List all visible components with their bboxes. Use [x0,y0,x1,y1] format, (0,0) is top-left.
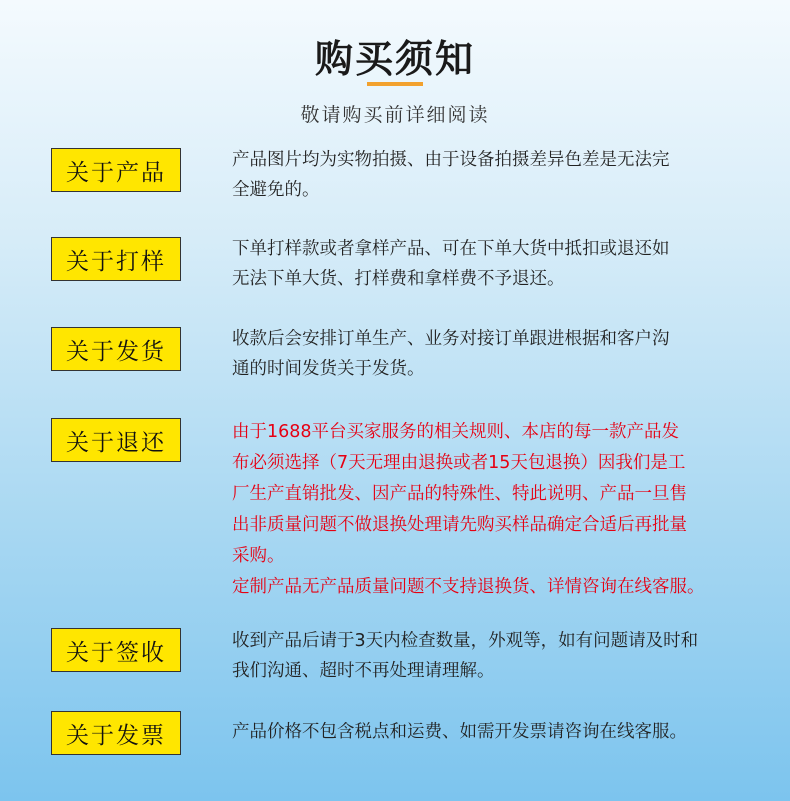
section-text-product [232,145,752,205]
text-line: 全避免的。 [232,180,320,200]
section-text-shipping [232,324,752,384]
text-line: 通的时间发货关于发货。 [232,359,425,379]
text-line: 下单打样款或者拿样产品、可在下单大货中抵扣或退还如 [232,239,670,259]
text-line: 由于1688平台买家服务的相关规则、本店的每一款产品发 [232,422,680,442]
text-line: 收款后会安排订单生产、业务对接订单跟进根据和客户沟 [232,329,670,349]
section-text-receipt [232,626,752,686]
page-title: 购买须知 [314,37,475,81]
text-line: 布必须选择（7天无理由退换或者15天包退换）因我们是工 [232,453,686,473]
text-line: 厂生产直销批发、因产品的特殊性、特此说明、产品一旦售 [232,484,687,504]
text-line: 产品图片均为实物拍摄、由于设备拍摄差异色差是无法完 [232,150,670,170]
section-label-returns: 关于退还 [51,418,181,462]
text-line: 出非质量问题不做退换处理请先购买样品确定合适后再批量 [232,515,687,535]
text-line: 我们沟通、超时不再处理请理解。 [232,661,495,681]
text-line: 无法下单大货、打样费和拿样费不予退还。 [232,269,565,289]
text-line: 采购。 [232,546,285,566]
title-underline [367,82,423,86]
section-label-product: 关于产品 [51,148,181,192]
text-line: 产品价格不包含税点和运费、如需开发票请咨询在线客服。 [232,722,687,742]
page-subtitle: 敬请购买前详细阅读 [300,104,490,126]
section-text-returns [232,417,752,603]
section-text-sampling [232,234,752,294]
section-label-invoice: 关于发票 [51,711,181,755]
text-line: 定制产品无产品质量问题不支持退换货、详情咨询在线客服。 [232,577,705,597]
section-label-sampling: 关于打样 [51,237,181,281]
section-label-receipt: 关于签收 [51,628,181,672]
section-label-shipping: 关于发货 [51,327,181,371]
section-text-invoice [232,717,752,747]
text-line: 收到产品后请于3天内检查数量，外观等，如有问题请及时和 [232,631,699,651]
